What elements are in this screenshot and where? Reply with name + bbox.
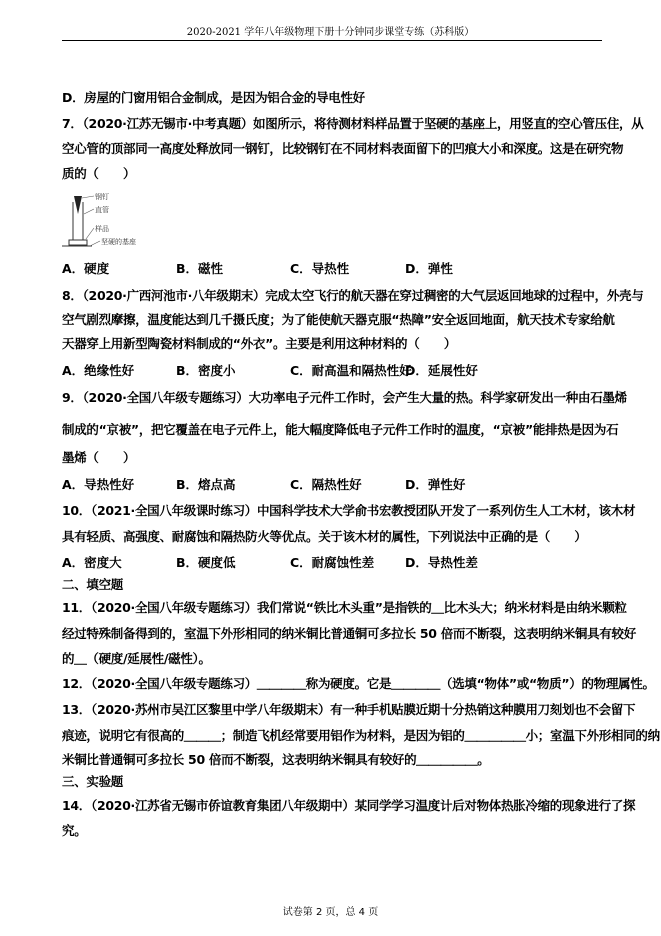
question-12: 12．（2020·全国八年级专题练习）＿＿＿＿称为硬度。它是＿＿＿＿（选填“物体”或“物质”）的物理属性。	[62, 676, 655, 691]
page-header: 2020-2021 学年八年级物理下册十分钟同步课堂专练（苏科版）	[186, 27, 475, 38]
question-11: 11．（2020·全国八年级专题练习）我们常说“铁比木头重”是指铁的＿比木头大；纳米材料是由纳米颗粒	[62, 600, 627, 615]
question-10: 10．（2021·全国八年级课时练习）中国科学技术大学俞书宏教授团队开发了一系列仿生人工木材，该木材	[62, 503, 636, 518]
question-13-cont: 米铜比普通铜可多拉长 50 倍而不断裂，这表明纳米铜具有较好的＿＿＿＿＿。	[62, 752, 490, 767]
question-14: 14．（2020·江苏省无锡市侨谊教育集团八年级期中）某同学学习温度计后对物体热胀冷缩的现象进行了探	[62, 798, 636, 813]
section-experiment: 三、实验题	[62, 774, 124, 789]
question-8-cont: 空气剧烈摩擦，温度能达到几千摄氏度；为了能使航天器克服“热障”安全返回地面，航天技术专家给航	[62, 312, 615, 327]
experiment-figure	[62, 192, 172, 252]
question-13-cont: 痕迹，说明它有很高的＿＿＿；制造飞机经常要用铝作为材料，是因为铝的＿＿＿＿＿小；室温下外形相同的纳	[62, 728, 660, 743]
question-7-cont: 质的（ ）	[62, 166, 136, 181]
question-9-cont: 制成的“京被”，把它覆盖在电子元件上，能大幅度降低电子元件工作时的温度，“京被”能排热是因为石	[62, 422, 619, 437]
q7-option-c: C．导热性	[290, 261, 350, 276]
q8-option-d: D．延展性好	[405, 363, 478, 378]
question-11-cont: 经过特殊制备得到的，室温下外形相同的纳米铜比普通铜可多拉长 50 倍而不断裂，这表明纳米铜具有较好	[62, 626, 636, 641]
question-9: 9．（2020·全国八年级专题练习）大功率电子元件工作时，会产生大量的热。科学家研发出一种由石墨烯	[62, 390, 627, 405]
q7-option-b: B．磁性	[176, 261, 224, 276]
q9-option-d: D．弹性好	[405, 477, 466, 492]
q9-option-b: B．熔点高	[176, 477, 236, 492]
q7-option-d: D．弹性	[405, 261, 453, 276]
question-10-cont: 具有轻质、高强度、耐腐蚀和隔热防火等优点。关于该木材的属性，下列说法中正确的是（ ）	[62, 529, 587, 544]
page-footer: 试卷第 2 页，总 4 页	[282, 907, 379, 918]
q7-option-a: A．硬度	[62, 261, 110, 276]
q10-option-b: B．硬度低	[176, 555, 236, 570]
question-7-cont: 空心管的顶部同一高度处释放同一钢钉，比较钢钉在不同材料表面留下的凹痕大小和深度。这是在研究物	[62, 141, 624, 156]
question-13: 13．（2020·苏州市吴江区黎里中学八年级期末）有一种手机贴膜近期十分热销这种膜用刀刻划也不会留下	[62, 702, 636, 717]
q8-option-a: A．绝缘性好	[62, 363, 135, 378]
question-8-cont: 天器穿上用新型陶瓷材料制成的“外衣”。主要是利用这种材料的（ ）	[62, 336, 457, 351]
label-nail: 钢钉	[95, 193, 109, 201]
question-8: 8．（2020·广西河池市·八年级期末）完成太空飞行的航天器在穿过稠密的大气层返回地球的过程中，外壳与	[62, 288, 644, 303]
q10-option-c: C．耐腐蚀性差	[290, 555, 375, 570]
question-14-cont: 究。	[62, 823, 87, 838]
question-7: 7．（2020·江苏无锡市·中考真题）如图所示，将待测材料样品置于坚硬的基座上，用竖直的空心管压住，从	[62, 116, 644, 131]
q10-option-d: D．导热性差	[405, 555, 478, 570]
q8-option-b: B．密度小	[176, 363, 236, 378]
question-9-cont: 墨烯（ ）	[62, 450, 136, 465]
q8-option-c: C．耐高温和隔热性好	[290, 363, 412, 378]
question-11-cont: 的＿（硬度/延展性/磁性）。	[62, 651, 211, 666]
label-sample: 样品	[95, 225, 109, 233]
q9-option-a: A．导热性好	[62, 477, 135, 492]
header-rule	[62, 40, 602, 41]
section-fill-in: 二、填空题	[62, 577, 124, 592]
q9-option-c: C．隔热性好	[290, 477, 362, 492]
q10-option-a: A．密度大	[62, 555, 122, 570]
label-base: 坚硬的基座	[101, 238, 136, 246]
label-tube: 直管	[95, 206, 109, 214]
option-line: D．房屋的门窗用铝合金制成，是因为铝合金的导电性好	[62, 90, 365, 105]
